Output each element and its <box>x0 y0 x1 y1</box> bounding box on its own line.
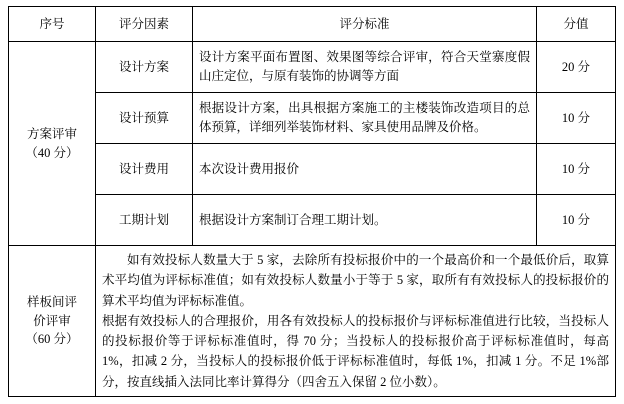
table-row <box>9 93 616 144</box>
table-row <box>9 195 616 246</box>
factor-schedule-plan: 工期计划 <box>96 195 193 246</box>
group-label-sample-room <box>9 246 96 397</box>
header-criteria: 评分标准 <box>193 7 537 42</box>
header-seq: 序号 <box>9 7 96 42</box>
table-body <box>9 42 616 397</box>
criteria-design-plan: 设计方案平面布置图、效果图等综合评审，符合天堂寨度假山庄定位，与原有装饰的协调等方面 <box>193 42 537 93</box>
table-row <box>9 144 616 195</box>
group-label-plan-line2: （40 分） <box>25 145 79 160</box>
criteria-design-budget: 根据设计方案，出具根据方案施工的主楼装饰改造项目的总体预算，详细列举装饰材料、家具使用品牌及价格。 <box>193 93 537 144</box>
factor-design-fee: 设计费用 <box>96 144 193 195</box>
table-row <box>9 42 616 93</box>
criteria-sample-room-evaluation <box>96 246 616 397</box>
factor-design-plan: 设计方案 <box>96 42 193 93</box>
header-factor: 评分因素 <box>96 7 193 42</box>
header-score: 分值 <box>537 7 616 42</box>
criteria-paragraph-2: 根据有效投标人的合理报价，用各有效投标人的投标报价与评标标准值进行比较，当投标人的投标报价等于评标标准值时，得 70 分；当投标人的投标报价高于评标标准值时，每高 1%，扣减 2 分，当投标人的投标报价低于评标标准值时，每低 1%，扣减 1 分。不足 1%部分，按直线插入法同比率计算得分（四舍五入保留 2 位小数）。 <box>102 313 609 389</box>
group-label-sample-room-line3: （60 分） <box>25 332 79 347</box>
criteria-paragraph-1: 如有效投标人数量大于 5 家，去除所有投标报价中的一个最高价和一个最低价后，取算术平均值为评标标准值；如有效投标人数量小于等于 5 家，取所有有效投标人的投标报价的算术平均值为评标标准值。 <box>102 253 609 308</box>
scoring-criteria-table <box>8 6 616 397</box>
factor-design-budget: 设计预算 <box>96 93 193 144</box>
group-label-sample-room-line1: 样板间评 <box>26 294 77 309</box>
criteria-schedule-plan: 根据设计方案制订合理工期计划。 <box>193 195 537 246</box>
score-design-budget: 10 分 <box>537 93 616 144</box>
group-label-plan-line1: 方案评审 <box>26 126 77 141</box>
table-header-row <box>9 7 616 42</box>
group-label-sample-room-line2: 价评审 <box>33 313 71 328</box>
criteria-design-fee: 本次设计费用报价 <box>193 144 537 195</box>
score-design-fee: 10 分 <box>537 144 616 195</box>
score-design-plan: 20 分 <box>537 42 616 93</box>
group-label-plan <box>9 42 96 246</box>
table-row <box>9 246 616 397</box>
table-header <box>9 7 616 42</box>
score-schedule-plan: 10 分 <box>537 195 616 246</box>
